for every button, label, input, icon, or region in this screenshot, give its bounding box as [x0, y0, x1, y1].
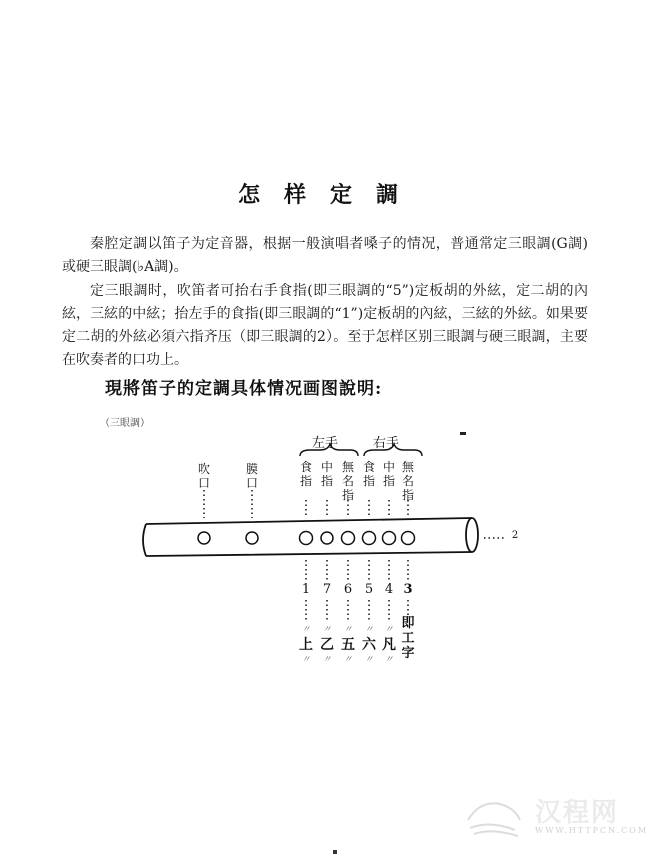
left-hand-brace [300, 444, 358, 456]
watermark-url: WWW.HTTPCN.COM [535, 826, 649, 835]
gongche-1: 上 [299, 637, 313, 653]
end-note: 2 [511, 530, 519, 541]
finger-hole-4 [363, 532, 376, 545]
paragraph-2 [62, 280, 588, 372]
finger-label-5: 中指 [382, 460, 395, 488]
page-title: 怎样定調 [238, 182, 423, 208]
paragraph-1 [62, 233, 588, 279]
left-hand-label: 左手 [312, 436, 339, 451]
finger-label-3: 無名指 [341, 460, 354, 502]
ditto-row2-2: 〃 [322, 655, 332, 665]
mouth-hole [198, 532, 210, 544]
ditto-row2-3: 〃 [343, 655, 353, 665]
ditto-row2-5: 〃 [384, 655, 394, 665]
paragraph-2-text: 定三眼調时，吹笛者可抬右手食指(即三眼調的“5”)定板胡的外絃，定二胡的內絃，三絃的中絃；抬左手的食指(即三眼調的“1”)定板胡的內絃，三絃的外絃。如果要定二胡的外絃必須六指齐压（即三眼調的2）。至于怎样区别三眼調与硬三眼調，主要在吹奏者的口功上。 [62, 283, 588, 368]
mouth-hole-label: 吹口 [197, 462, 210, 490]
right-hand-label: 右手 [373, 436, 400, 451]
membrane-hole-label: 膜口 [245, 462, 258, 490]
finger-label-1: 食指 [299, 460, 312, 488]
finger-hole-1 [300, 532, 313, 545]
watermark-logo-icon [460, 790, 530, 840]
gongche-4: 六 [362, 637, 376, 653]
note-3: 6 [343, 582, 353, 597]
finger-label-2: 中指 [320, 460, 333, 488]
finger-label-6: 無名指 [401, 460, 414, 502]
finger-hole-5 [383, 532, 396, 545]
gongche-6: 即工字 [401, 616, 415, 661]
membrane-hole [246, 532, 258, 544]
gongche-2: 乙 [320, 637, 334, 653]
ditto-1: 〃 [301, 625, 311, 635]
gongche-3: 五 [341, 637, 355, 653]
note-2: 7 [322, 582, 332, 597]
page-mark [333, 850, 337, 854]
paragraph-1-text: 秦腔定調以笛子为定音器，根据一般演唱者嗓子的情况，普通常定三眼調(G調)或硬三眼調(♭A調)。 [62, 236, 588, 275]
ditto-2: 〃 [322, 625, 332, 635]
finger-hole-2 [321, 532, 333, 544]
note-6: 3 [403, 582, 413, 597]
note-5: 4 [384, 582, 394, 597]
flute-diagram [120, 420, 540, 680]
lead-sentence: 現將笛子的定調具体情况画图說明: [105, 379, 383, 399]
finger-label-4: 食指 [362, 460, 375, 488]
top-leaders [204, 490, 408, 518]
gongche-5: 凡 [382, 637, 396, 653]
mode-label: （三眼調） [100, 418, 150, 429]
ditto-row2-1: 〃 [301, 655, 311, 665]
ditto-3: 〃 [343, 625, 353, 635]
right-hand-brace [364, 444, 422, 456]
watermark [460, 790, 649, 840]
ditto-5: 〃 [384, 625, 394, 635]
note-4: 5 [364, 582, 374, 597]
ditto-row2-4: 〃 [364, 655, 374, 665]
ditto-4: 〃 [364, 625, 374, 635]
watermark-text: 汉程网 [535, 798, 620, 828]
flute-end [466, 518, 478, 552]
finger-hole-6 [402, 532, 415, 545]
note-1: 1 [301, 582, 311, 597]
finger-hole-3 [342, 532, 355, 545]
